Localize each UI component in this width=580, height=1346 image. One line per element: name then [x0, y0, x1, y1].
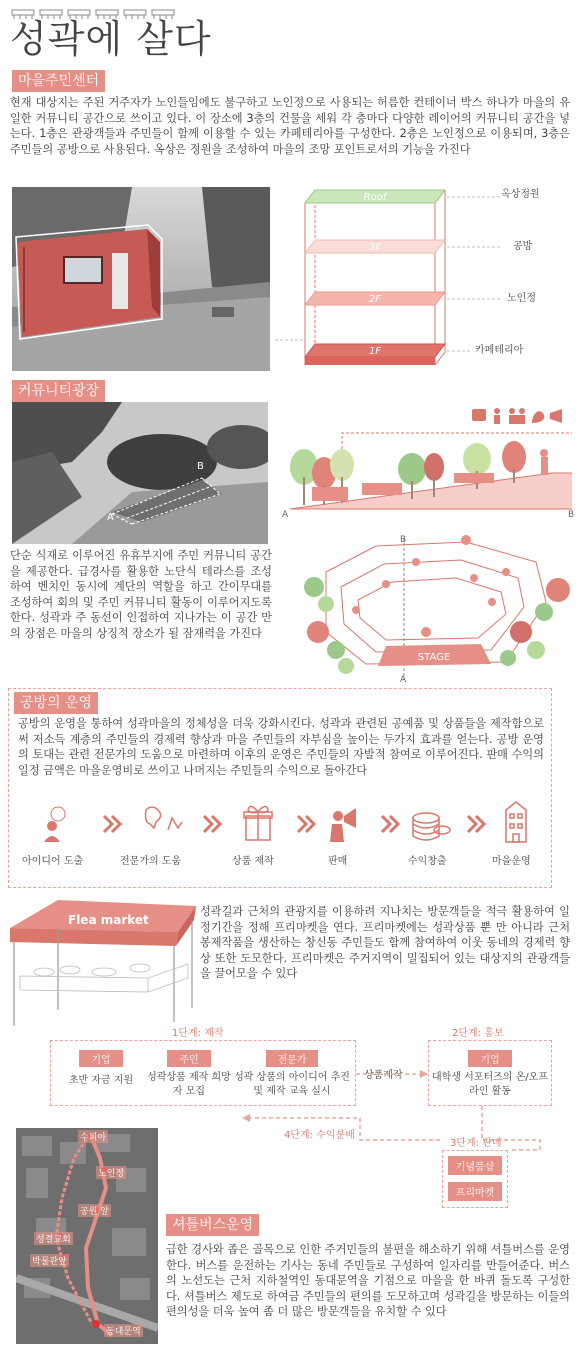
center-description: 현재 대상지는 주된 거주자가 노인들임에도 불구하고 노인정으로 사용되는 허름한 컨테이너 박스 하나가 마을의 유일한 커뮤니티 공간으로 쓰이고 있다. 이 장소에 3층의 건물을 세워 각 층마다 다양한 레이어의 커뮤니티 공간을 넣는다. 1층은 관광객들과 주민들이 함께 이용할 수 있는 카페테리아를 구성한다. 2층은 노인정으로 이용되며, 3층은 주민들의 공방으로 사용된다. 옥상은 정원을 조성하여 마을의 조망 포인트로서의 기능을 가진다	[10, 96, 570, 156]
chevron-1	[104, 816, 120, 832]
section-tag-shuttle: 셔틀버스운영	[166, 1214, 259, 1236]
step-label-1: 아이디어 도출	[22, 856, 84, 867]
map-label-dongdaemun: 동대문역	[104, 1324, 143, 1337]
workshop-flow	[16, 800, 548, 870]
stage2-label-company: 기업	[468, 1050, 511, 1067]
floor-use-3f: 공방	[513, 241, 533, 252]
step-label-3: 상품 제작	[232, 856, 274, 867]
plan-marker-a: A	[400, 675, 407, 684]
stage1-label-resident: 주민	[167, 1050, 210, 1067]
building-icon	[506, 802, 526, 842]
plan-marker-b: B	[400, 535, 407, 545]
chevron-3	[298, 816, 314, 832]
chevron-4	[382, 816, 398, 832]
photo-marker-b: B	[197, 461, 204, 472]
activity-icons	[472, 408, 562, 424]
floor-diagram	[275, 185, 575, 380]
stage3-title: 3단계: 판매	[450, 1138, 502, 1149]
floor-use-1f: 카페테리아	[475, 345, 524, 356]
stage1-label-expert: 전문가	[266, 1050, 319, 1067]
floor-label-3f: 3F	[368, 242, 382, 253]
section-marker-b: B	[568, 510, 575, 520]
step-label-5: 수익창출	[408, 856, 447, 867]
gift-box-icon	[244, 806, 272, 840]
floor-use-2f: 노인정	[507, 293, 536, 304]
map-label-supia: 수피아	[78, 1130, 108, 1143]
section-marker-a: A	[282, 510, 289, 520]
stage1-title: 1단계: 제작	[172, 1028, 224, 1039]
stage1-desc-resident: 성곽상품 제작 희망자 모집	[147, 1072, 231, 1097]
workshop-description: 공방의 운영을 통하여 성곽마을의 정체성을 더욱 강화시킨다. 성곽과 관련된 공예품 및 상품들을 제작함으로써 저소득 계층의 주민들의 경제력 향상과 마을 주민들의 자부심을 높이는 두가지 효과를 얻는다. 공방 운영의 토대는 관련 전문가의 도움으로 마련하며 이후의 운영은 주민들의 자발적 참여로 이루어진다. 판매 수익의 일정 금액은 마을운영비로 쓰이고 나머지는 주민들의 수익으로 돌아간다	[18, 717, 544, 777]
tent-label: Flea market	[68, 913, 149, 927]
step-label-2: 전문가의 도움	[120, 856, 182, 867]
floor-label-2f: 2F	[368, 294, 382, 305]
photo-marker-a: A	[107, 512, 114, 523]
section-tag-workshop: 공방의 운영	[14, 692, 98, 714]
section-tag-center: 마을주민센터	[12, 70, 105, 92]
floor-use-roof: 옥상정원	[501, 189, 540, 200]
stage2-title: 2단계: 홍보	[452, 1028, 504, 1039]
step-label-4: 판매	[328, 856, 348, 867]
plaza-plan-diagram	[296, 532, 576, 684]
floor-label-roof: Roof	[363, 192, 387, 203]
stage1-desc-company: 초반 자금 지원	[68, 1075, 134, 1086]
map-label-museum: 박물관앞	[30, 1254, 69, 1267]
flea-description: 성곽길과 근처의 관광지를 이용하려 지나치는 방문객들을 적극 활용하여 일정기간을 정해 프리마켓을 연다. 프리마켓에는 성곽상품 뿐 만 아니라 근처 봉제작품을 생산하는 창신동 주민들도 함께 참여하여 이웃 동네의 경제력 향상 또한 도모한다. 프리마켓은 주거지역이 밀집되어 있는 대상지의 관광객들을 끌어모을 수 있다	[200, 905, 570, 981]
megaphone-person-icon	[330, 808, 356, 842]
stage3-item-fleamarket: 프리마켓	[448, 1182, 502, 1201]
map-label-senior-center: 노인정	[96, 1166, 126, 1179]
section-tag-plaza: 커뮤니티광장	[12, 380, 105, 402]
chevron-2	[204, 816, 220, 832]
stage1-desc-expert: 성곽 상품의 아이디어 추진 및 제작 교육 실시	[234, 1072, 350, 1097]
step-label-6: 마을운영	[492, 856, 531, 867]
chevron-5	[468, 816, 484, 832]
container-photo	[12, 187, 270, 371]
flea-market-tent	[8, 898, 198, 1030]
shuttle-route-map	[16, 1128, 158, 1344]
stage2-desc: 대학생 서포터즈의 온/오프라인 활동	[432, 1072, 548, 1097]
arrow-label-production: 상품제작	[364, 1070, 403, 1081]
plaza-description: 단순 식재로 이루어진 유휴부지에 주민 커뮤니티 공간을 제공한다. 급경사를 활용한 노단식 테라스를 조성하여 벤치인 동시에 계단의 역할을 하고 간이무대를 조성하여 회의 및 주민 커뮤니티 활동이 이루어지도록 한다. 성곽과 주 동선이 인접하여 지나가는 이 공간 만의 장점은 마을의 상징적 장소가 될 잠재력을 가진다	[10, 549, 272, 640]
coins-icon	[413, 813, 450, 840]
idea-person-icon	[44, 807, 65, 842]
stage2-col	[430, 1048, 550, 1099]
floor-label-1f: 1F	[368, 346, 382, 357]
plaza-section-diagram	[282, 405, 577, 523]
stage3-item-souvenir: 기념품샵	[448, 1156, 502, 1175]
page-title: 성곽에 살다	[10, 17, 212, 61]
stage1-label-company: 기업	[79, 1050, 122, 1067]
expert-chat-icon	[146, 807, 183, 830]
stage-label: STAGE	[417, 652, 451, 663]
stage4-title: 4단계: 수익분배	[284, 1130, 355, 1141]
plaza-photo	[12, 402, 268, 544]
map-label-park: 공원 앞	[78, 1204, 111, 1217]
shuttle-description: 급한 경사와 좁은 골목으로 인한 주거민들의 불편을 해소하기 위해 셔틀버스를 운영한다. 버스를 운전하는 기사는 동네 주민들로 구성하여 일자리를 만들어준다. 버스의 노선도는 근처 지하철역인 동대문역을 기점으로 마을을 한 바퀴 돌도록 구성한다. 셔틀버스 제도로 하여금 주민들의 편의를 도모하고며 성곽길을 방문하는 이들의 편의성을 더욱 높여 좀 더 많은 방문객들을 유치할 수 있다	[166, 1243, 570, 1319]
map-label-church: 성결교회	[34, 1232, 73, 1245]
